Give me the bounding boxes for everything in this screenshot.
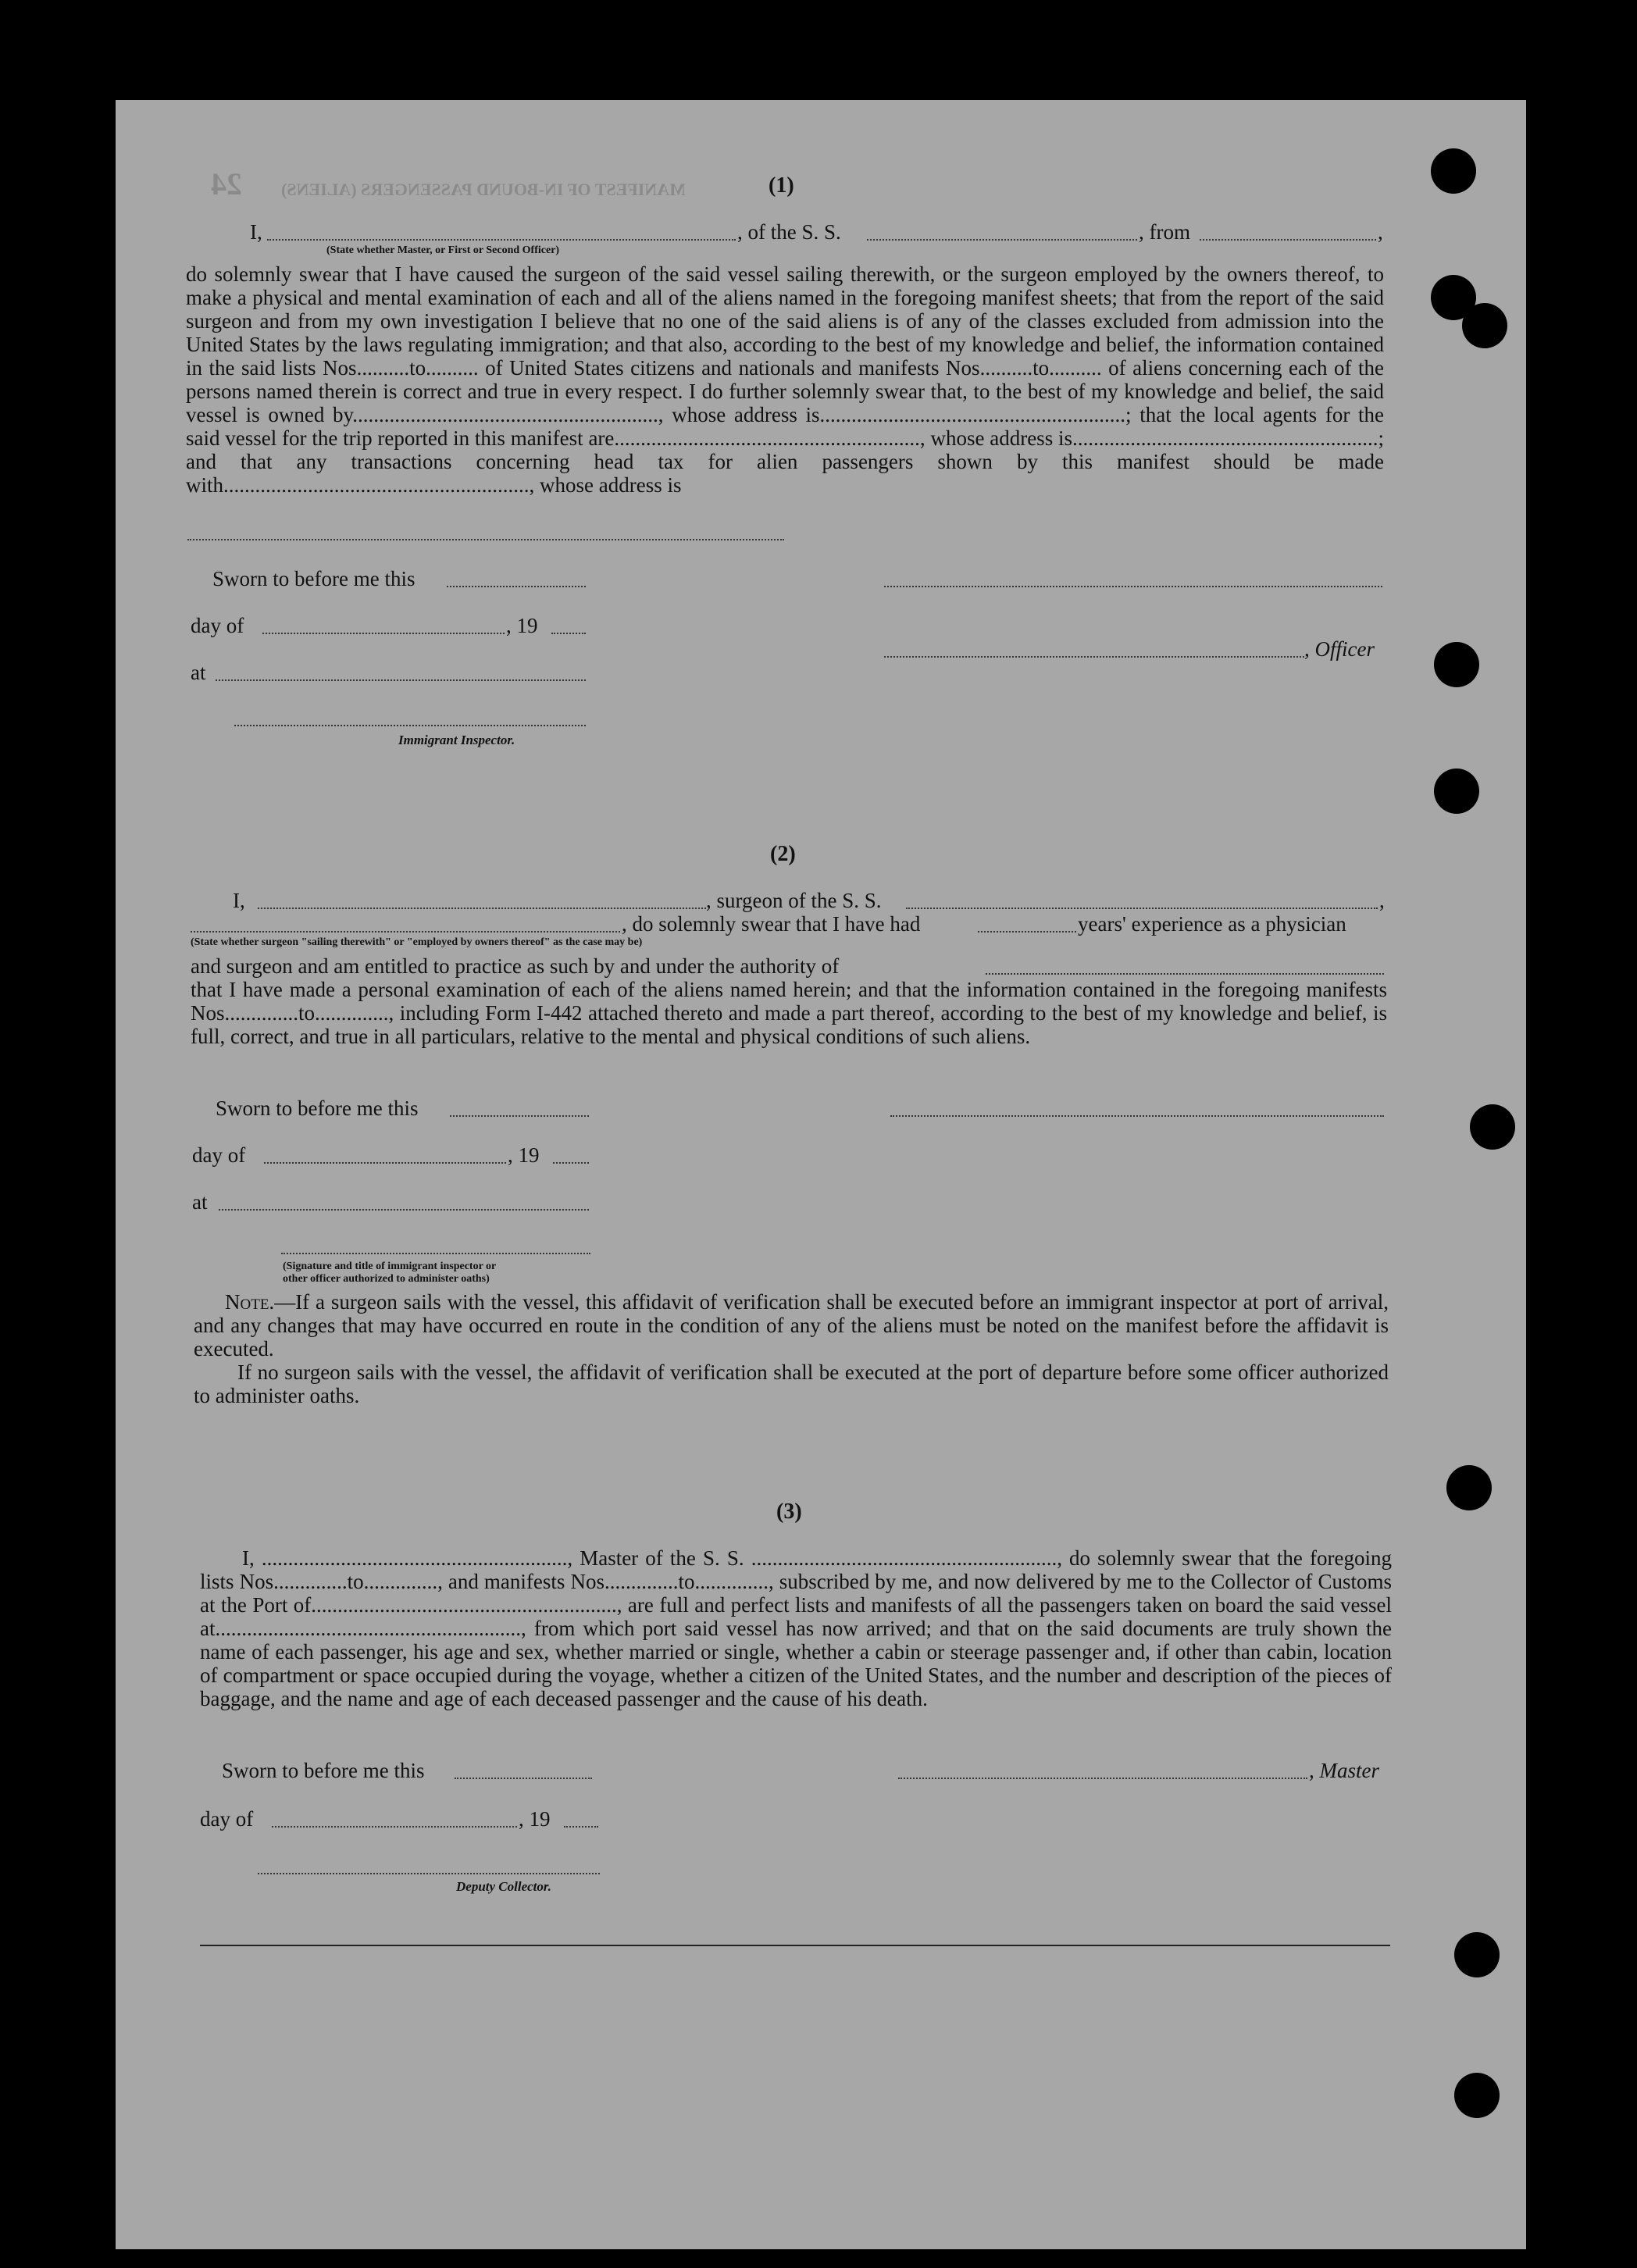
section-3-oath-text: I, .........................................................., Master of the S. S. .........................................................., do solemnly swear that the foregoing lists Nos..............to.............., and manifests Nos..............to.............., subscribed by me, and now delivered by me to the Collector of Customs at the Port of.........................................................., are full and perfect lists and manifests of all the passengers taken on board the said vessel at.........................................................., from which port said vessel has now arrived; and that on the said documents are truly shown the name of each passenger, his age and sex, whether married or single, whether a cabin or steerage passenger and, if other than cabin, location of compartment or space occupied during the voyage, whether a citizen of the United States, and the number and description of the pieces of baggage, and the name and age of each deceased passenger and the cause of his death. xyxy=(200,1546,1392,1710)
punch-hole xyxy=(1454,1932,1500,1977)
note-paragraph-2: If no surgeon sails with the vessel, the affidavit of verification shall be executed at the port of departure before some officer authorized to administer oaths. xyxy=(194,1360,1389,1407)
section-2-swear-label: , do solemnly swear that I have had xyxy=(622,912,921,936)
officer-label: , Officer xyxy=(1304,637,1375,661)
surgeon-vessel-field[interactable] xyxy=(906,908,1378,909)
section-1-at-label: at xyxy=(191,661,206,684)
note-label: Note. xyxy=(225,1290,275,1314)
section-1-i: I, xyxy=(250,220,262,244)
section-2-year-label: , 19 xyxy=(508,1143,540,1167)
deputy-collector-signature-field[interactable] xyxy=(258,1873,600,1874)
year-field-1[interactable] xyxy=(551,633,586,634)
master-signature-field[interactable] xyxy=(898,1778,1307,1779)
years-experience-field[interactable] xyxy=(978,931,1076,933)
place-field-1[interactable] xyxy=(216,679,586,681)
surgeon-caption: (State whether surgeon "sailing therewith" or "employed by owners thereof" as the case may be) xyxy=(191,936,643,948)
section-2-years-label: years' experience as a physician xyxy=(1078,912,1346,936)
vessel-name-field[interactable] xyxy=(867,239,1137,241)
signature-caption-2: other officer authorized to administer oaths) xyxy=(283,1273,490,1285)
day-field-3[interactable] xyxy=(272,1826,517,1828)
surgeon-status-field[interactable] xyxy=(191,931,620,933)
section-1-ss-label: , of the S. S. xyxy=(737,220,841,244)
punch-hole xyxy=(1431,148,1476,194)
year-field-2[interactable] xyxy=(553,1162,589,1164)
section-2-authority-label: and surgeon and am entitled to practice as such by and under the authority of xyxy=(191,954,840,978)
section-1-day-label: day of xyxy=(191,614,244,637)
section-2-surgeon-label: , surgeon of the S. S. xyxy=(706,889,882,912)
officer-name-field[interactable] xyxy=(267,239,736,241)
year-field-3[interactable] xyxy=(564,1826,598,1828)
punch-hole xyxy=(1434,642,1479,687)
deputy-collector-caption: Deputy Collector. xyxy=(456,1879,551,1894)
section-1-year-label: , 19 xyxy=(506,614,538,637)
section-3-day-label: day of xyxy=(200,1807,254,1831)
punch-hole xyxy=(1462,303,1507,348)
inspector-signature-field-2[interactable] xyxy=(281,1253,590,1254)
punch-hole xyxy=(1470,1104,1515,1150)
sworn-date-field-1[interactable] xyxy=(447,586,586,587)
officer-signature-field[interactable] xyxy=(884,586,1382,587)
bottom-rule xyxy=(200,1945,1390,1946)
inspector-signature-field-1[interactable] xyxy=(234,725,586,726)
section-2-at-label: at xyxy=(192,1190,208,1214)
sworn-date-field-3[interactable] xyxy=(455,1778,592,1779)
officer-caption: (State whether Master, or First or Second Officer) xyxy=(326,244,560,256)
immigrant-inspector-caption: Immigrant Inspector. xyxy=(398,733,515,747)
mirrored-form-title: MANIFEST OF IN-BOUND PASSENGERS (ALIENS) xyxy=(281,180,686,199)
punch-hole xyxy=(1434,768,1479,814)
punch-hole xyxy=(1446,1465,1492,1510)
section-1-from-label: , from xyxy=(1139,220,1190,244)
sworn-date-field-2[interactable] xyxy=(450,1115,589,1117)
punch-hole xyxy=(1454,2073,1500,2118)
from-port-field[interactable] xyxy=(1200,239,1376,241)
surgeon-signature-field[interactable] xyxy=(890,1115,1384,1117)
section-1-sworn-label: Sworn to before me this xyxy=(212,567,415,590)
day-field-2[interactable] xyxy=(264,1162,506,1164)
section-2-day-label: day of xyxy=(192,1143,246,1167)
place-field-2[interactable] xyxy=(219,1209,589,1211)
section-2-oath-text: that I have made a personal examination of each of the aliens named herein; and that the information contained in the foregoing manifests Nos..............to.............., including Form I-442 attached thereto and made a part thereof, according to the best of my knowledge and belief, is full, correct, and true in all particulars, relative to the mental and physical conditions of such aliens. xyxy=(191,978,1387,1048)
section-2-sworn-label: Sworn to before me this xyxy=(216,1097,419,1120)
head-tax-address-field[interactable] xyxy=(187,539,784,540)
page-number: 24 xyxy=(211,166,242,201)
authority-field[interactable] xyxy=(986,973,1384,975)
officer-title-field[interactable] xyxy=(884,656,1304,658)
note-paragraph-1 xyxy=(194,1290,1389,1360)
signature-caption-1: (Signature and title of immigrant inspector or xyxy=(283,1261,497,1272)
section-2-number: (2) xyxy=(770,842,796,866)
note-text-1: —If a surgeon sails with the vessel, this affidavit of verification shall be executed before an immigrant inspector at port of arrival, and any changes that may have occurred en route in the condition of any of the aliens must be noted on the manifest before the affidavit is executed. xyxy=(194,1290,1389,1360)
day-field-1[interactable] xyxy=(262,633,505,634)
section-1-number: (1) xyxy=(769,173,794,198)
surgeon-name-field[interactable] xyxy=(258,908,706,909)
section-1-oath-text: do solemnly swear that I have caused the surgeon of the said vessel sailing therewith, or the surgeon employed by the owners thereof, to make a physical and mental examination of each and all of the aliens named in the foregoing manifest sheets; that from the report of the said surgeon and from my own investigation I believe that no one of the said aliens is of any of the classes excluded from admission into the United States by the laws regulating immigration; and that also, according to the best of my knowledge and belief, the information contained in the said lists Nos..........to.......... of United States citizens and nationals and manifests Nos..........to.......... of aliens concerning each of the persons named therein is correct and true in every respect. I do further solemnly swear that, to the best of my knowledge and belief, the said vessel is owned by.........................................................., whose address is..........................................................; that the local agents for the said vessel for the trip reported in this manifest are.........................................................., whose address is..........................................................; and that any transactions concerning head tax for alien passengers shown by this manifest should be made with.........................................................., whose address is xyxy=(186,262,1384,497)
section-2-i: I, xyxy=(233,889,245,912)
section-3-sworn-label: Sworn to before me this xyxy=(222,1759,425,1782)
section-3-year-label: , 19 xyxy=(519,1807,551,1831)
master-label: , Master xyxy=(1309,1759,1379,1782)
section-3-number: (3) xyxy=(776,1500,802,1524)
